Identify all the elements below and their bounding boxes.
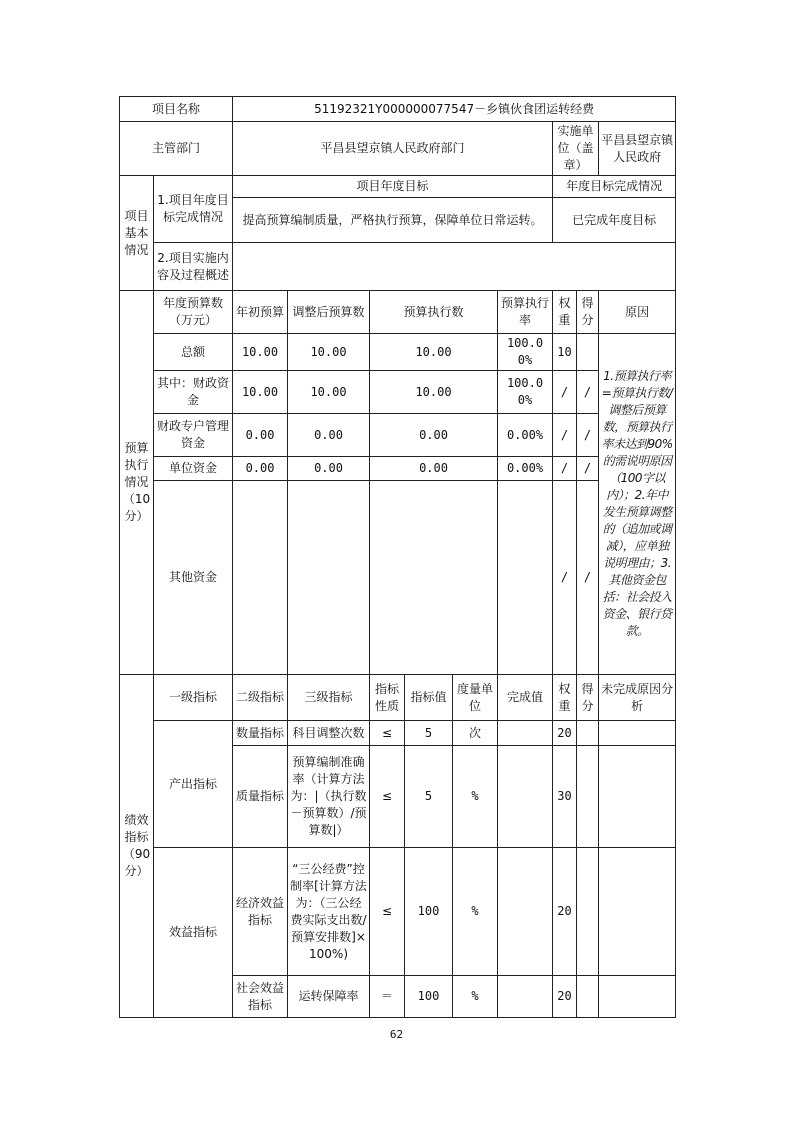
target-value: 100	[405, 976, 453, 1018]
perf-weight-header: 权重	[553, 675, 577, 721]
goal-header-row	[120, 176, 676, 198]
page-number: 62	[389, 1028, 404, 1041]
level3-value: 预算编制准确率（计算方法为：|（执行数－预算数）/预算数|）	[288, 746, 370, 848]
adjusted-budget-value: 10.00	[288, 334, 370, 371]
initial-budget-value: 0.00	[233, 457, 288, 481]
process-overview-text	[233, 243, 676, 291]
budget-row-fiscal	[120, 371, 676, 414]
completed-value-header: 完成值	[498, 675, 553, 721]
execution-rate-value: 0.00%	[498, 457, 553, 481]
perf-weight-value: 20	[553, 848, 577, 976]
output-indicator-label: 产出指标	[154, 721, 233, 848]
annual-goal-text: 提高预算编制质量，严格执行预算，保障单位日常运转。	[233, 198, 553, 243]
perf-section-label: 绩效指标（90分）	[120, 675, 154, 1018]
budget-section-label: 预算执行情况（10分）	[120, 291, 154, 675]
level3-value: “三公经费”控制率[计算方法为：（三公经费实际支出数/预算安排数]×100%)	[288, 848, 370, 976]
adjusted-budget-value: 0.00	[288, 457, 370, 481]
project-name-value: 51192321Y000000077547－乡镇伙食团运转经费	[233, 97, 676, 122]
level2-value: 质量指标	[233, 746, 288, 848]
perf-score-header: 得分	[577, 675, 599, 721]
budget-row-label: 其他资金	[154, 481, 233, 675]
implementing-unit-value: 平昌县望京镇人民政府	[599, 122, 676, 176]
unit-value: %	[453, 848, 498, 976]
executed-budget-header: 预算执行数	[370, 291, 498, 334]
perf-score-value	[577, 746, 599, 848]
unfinished-reason-value	[599, 848, 676, 976]
budget-score-header: 得分	[577, 291, 599, 334]
annual-budget-header: 年度预算数（万元）	[154, 291, 233, 334]
level2-value: 数量指标	[233, 721, 288, 746]
budget-row-label: 总额	[154, 334, 233, 371]
budget-row-unit	[120, 457, 676, 481]
budget-row-label: 单位资金	[154, 457, 233, 481]
nature-value: ≤	[370, 848, 405, 976]
benefit-indicator-label: 效益指标	[154, 848, 233, 1018]
budget-weight-value: 10	[553, 334, 577, 371]
budget-score-value: /	[577, 414, 599, 457]
budget-weight-value: /	[553, 481, 577, 675]
department-row	[120, 122, 676, 176]
basic-info-section-label: 项目基本情况	[120, 176, 154, 291]
nature-value: ≤	[370, 721, 405, 746]
adjusted-budget-value: 0.00	[288, 414, 370, 457]
perf-header-row	[120, 675, 676, 721]
goal-status-text: 已完成年度目标	[553, 198, 676, 243]
budget-weight-value: /	[553, 457, 577, 481]
nature-value: ＝	[370, 976, 405, 1018]
initial-budget-value: 0.00	[233, 414, 288, 457]
perf-score-value	[577, 976, 599, 1018]
target-value-header: 指标值	[405, 675, 453, 721]
level2-value: 社会效益指标	[233, 976, 288, 1018]
target-value: 100	[405, 848, 453, 976]
unfinished-reason-header: 未完成原因分析	[599, 675, 676, 721]
budget-weight-header: 权重	[553, 291, 577, 334]
unfinished-reason-value	[599, 976, 676, 1018]
reason-header: 原因	[599, 291, 676, 334]
level2-value: 经济效益指标	[233, 848, 288, 976]
initial-budget-value	[233, 481, 288, 675]
budget-score-value: /	[577, 457, 599, 481]
budget-score-value	[577, 334, 599, 371]
unfinished-reason-value	[599, 746, 676, 848]
unfinished-reason-value	[599, 721, 676, 746]
process-row	[120, 243, 676, 291]
process-overview-label: 2.项目实施内容及过程概述	[154, 243, 233, 291]
initial-budget-value: 10.00	[233, 371, 288, 414]
executed-budget-value: 10.00	[370, 371, 498, 414]
budget-header-row	[120, 291, 676, 334]
initial-budget-value: 10.00	[233, 334, 288, 371]
perf-weight-value: 20	[553, 976, 577, 1018]
department-value: 平昌县望京镇人民政府部门	[233, 122, 553, 176]
execution-rate-header: 预算执行率	[498, 291, 553, 334]
adjusted-budget-value	[288, 481, 370, 675]
executed-budget-value: 0.00	[370, 414, 498, 457]
budget-row-label: 其中：财政资金	[154, 371, 233, 414]
adjusted-budget-header: 调整后预算数	[288, 291, 370, 334]
budget-row-special-account	[120, 414, 676, 457]
executed-budget-value: 0.00	[370, 457, 498, 481]
perf-score-value	[577, 848, 599, 976]
goal-completion-label: 1.项目年度目标完成情况	[154, 176, 233, 243]
execution-rate-value: 100.00%	[498, 334, 553, 371]
goal-status-header: 年度目标完成情况	[553, 176, 676, 198]
budget-row-total	[120, 334, 676, 371]
adjusted-budget-value: 10.00	[288, 371, 370, 414]
level3-header: 三级指标	[288, 675, 370, 721]
level3-value: 运转保障率	[288, 976, 370, 1018]
annual-goal-header: 项目年度目标	[233, 176, 553, 198]
completed-value	[498, 746, 553, 848]
perf-row-economic	[120, 848, 676, 976]
target-value: 5	[405, 746, 453, 848]
initial-budget-header: 年初预算	[233, 291, 288, 334]
executed-budget-value: 10.00	[370, 334, 498, 371]
completed-value	[498, 721, 553, 746]
budget-weight-value: /	[553, 414, 577, 457]
level2-header: 二级指标	[233, 675, 288, 721]
budget-row-other	[120, 481, 676, 675]
level3-value: 科目调整次数	[288, 721, 370, 746]
completed-value	[498, 848, 553, 976]
level1-header: 一级指标	[154, 675, 233, 721]
budget-score-value: /	[577, 481, 599, 675]
perf-weight-value: 30	[553, 746, 577, 848]
project-name-row	[120, 97, 676, 122]
target-value: 5	[405, 721, 453, 746]
executed-budget-value	[370, 481, 498, 675]
execution-rate-value: 0.00%	[498, 414, 553, 457]
unit-value: 次	[453, 721, 498, 746]
performance-evaluation-table	[119, 96, 676, 1018]
execution-rate-value	[498, 481, 553, 675]
unit-header: 度量单位	[453, 675, 498, 721]
nature-value: ≤	[370, 746, 405, 848]
unit-value: %	[453, 746, 498, 848]
perf-row-quantity	[120, 721, 676, 746]
unit-value: %	[453, 976, 498, 1018]
implementing-unit-label: 实施单位（盖章）	[553, 122, 599, 176]
perf-weight-value: 20	[553, 721, 577, 746]
completed-value	[498, 976, 553, 1018]
nature-header: 指标性质	[370, 675, 405, 721]
department-label: 主管部门	[120, 122, 233, 176]
budget-row-label: 财政专户管理资金	[154, 414, 233, 457]
execution-rate-value: 100.00%	[498, 371, 553, 414]
budget-score-value: /	[577, 371, 599, 414]
perf-score-value	[577, 721, 599, 746]
budget-weight-value: /	[553, 371, 577, 414]
reason-note: 1.预算执行率=预算执行数/调整后预算数，预算执行率未达到90%的需说明原因（100字以内）；2.年中发生预算调整的（追加或调减），应单独说明理由；3.其他资金包括：社会投入资金、银行贷款。	[599, 334, 676, 675]
project-name-label: 项目名称	[120, 97, 233, 122]
